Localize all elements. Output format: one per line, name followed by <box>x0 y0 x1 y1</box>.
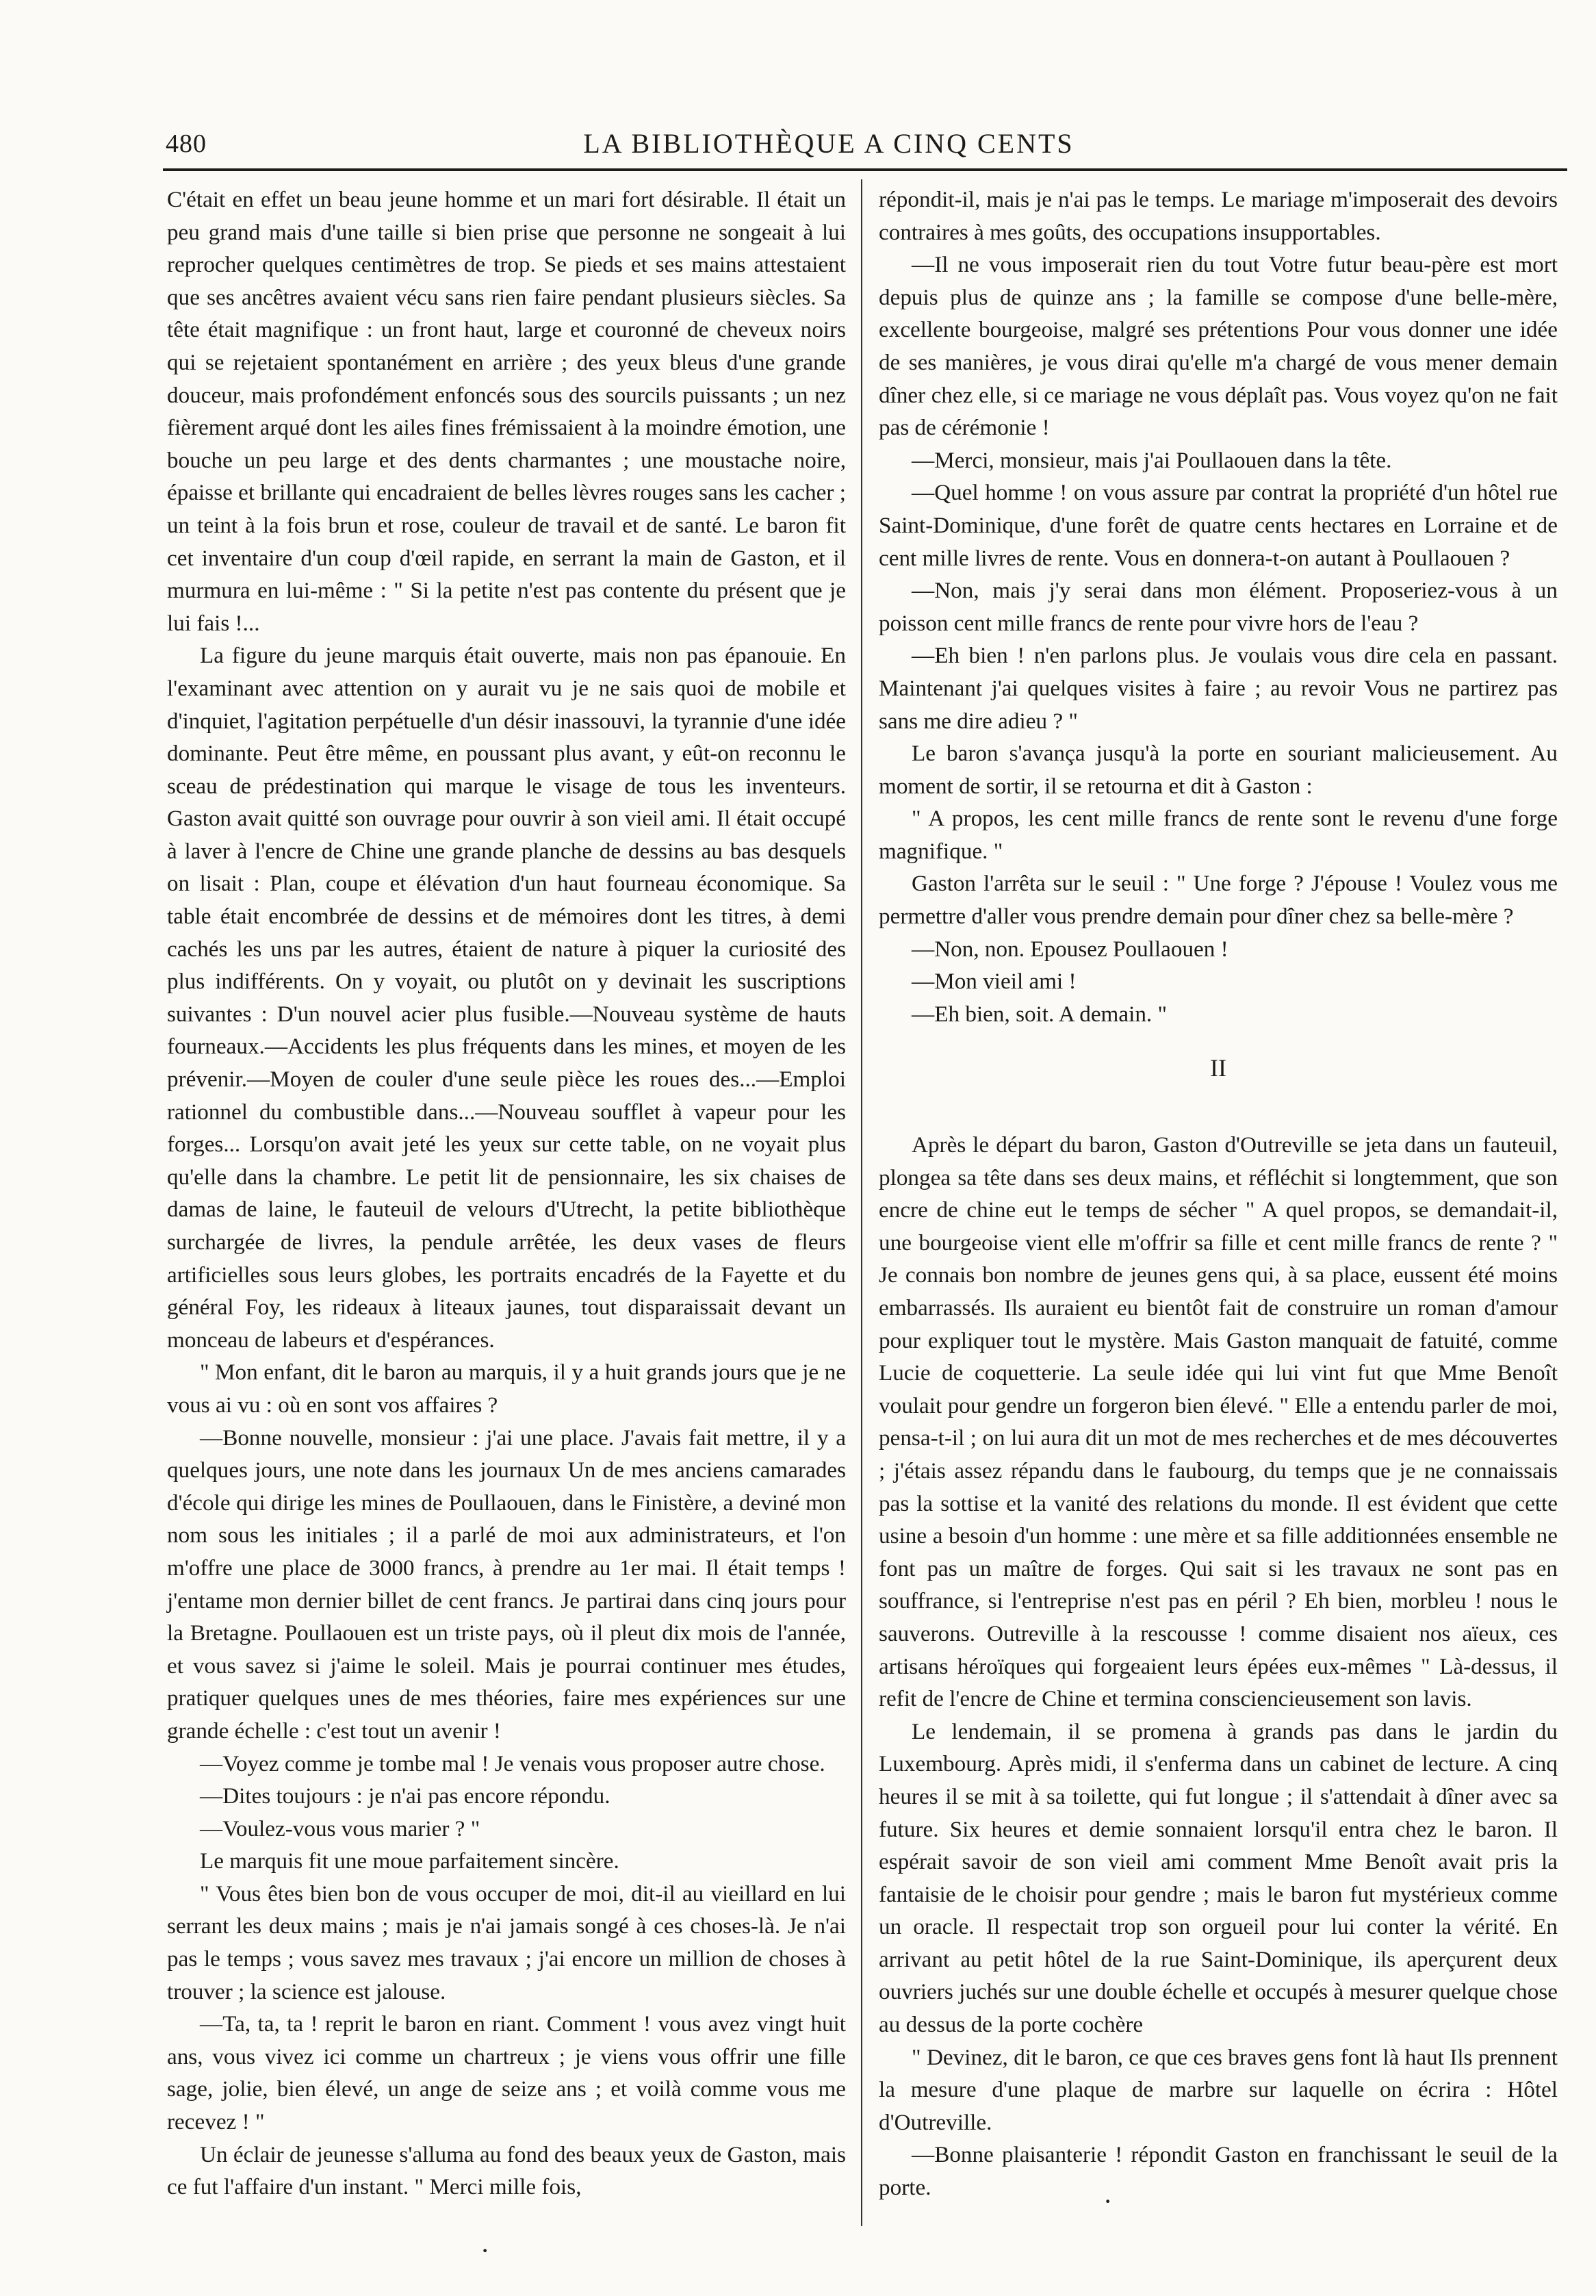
paragraph: —Eh bien ! n'en parlons plus. Je voulais vous dire cela en passant. Maintenant j'ai quelques visites à faire ; au revoir Vous ne partirez pas sans me dire adieu ? " <box>879 643 1558 734</box>
paragraph: C'était en effet un beau jeune homme et un mari fort désirable. Il était un peu grand mais d'une taille si bien prise que personne ne songeait à lui reprocher quelques centimètres de trop. Se pieds et ses mains attestaient que ses ancêtres avaient vécu sans rien faire pendant plusieurs siècles. Sa tête était magnifique : un front haut, large et couronné de cheveux noirs qui se rejetaient spontanément en arrière ; des yeux bleus d'une grande douceur, mais profondément enfoncés sous des sourcils puissants ; un nez fièrement arqué dont les ailes fines frémissaient à la moindre émotion, une bouche un peu large et des dents charmantes ; une moustache noire, épaisse et brillante qui encadraient de belles lèvres rouges sans les cacher ; un teint à la fois brun et rose, couleur de travail et de santé. Le baron fit cet inventaire d'un coup d'œil rapide, en serrant la main de Gaston, et il murmura en lui-même : " Si la petite n'est pas contente du présent que je lui fais !... <box>167 187 846 636</box>
paragraph: —Il ne vous imposerait rien du tout Votre futur beau-père est mort depuis plus de quinze ans ; la famille se compose d'une belle-mère, excellente bourgeoise, malgré ses prétentions Pour vous donner une idée de ses manières, je vous dirai qu'elle m'a chargé de vous mener demain dîner chez elle, si ce mariage ne vous déplaît pas. Vous voyez qu'on ne fait pas de cérémonie ! <box>879 252 1558 441</box>
paragraph: " Devinez, dit le baron, ce que ces braves gens font là haut Ils prennent la mesure d'une plaque de marbre sur laquelle on écrira : Hôtel d'Outreville. <box>879 2044 1558 2135</box>
paragraph: Après le départ du baron, Gaston d'Outreville se jeta dans un fauteuil, plongea sa tête dans ses deux mains, et réfléchit si longtemment, que son encre de chine eut le temps de sécher " A quel propos, se demandait-il, une bourgeoise vient elle m'offrir sa fille et cent mille francs de rente ? " Je connais bon nombre de jeunes gens qui, à sa place, eussent été moins embarrassés. Ils auraient eu bientôt fait de construire un roman d'amour pour expliquer tout le mystère. Mais Gaston manquait de fatuité, comme Lucie de coquetterie. La seule idée qui lui vint fut que Mme Benoît voulait pour gendre un forgeron bien élevé. " Elle a entendu parler de moi, pensa-t-il ; on lui aura dit un mot de mes recherches et de mes découvertes ; j'étais assez répandu dans le faubourg, du temps que je ne connaissais pas la sottise et la vanité des relations du monde. Il est évident que cette usine a besoin d'un homme : une mère et sa fille additionnées ensemble ne font pas un maître de forges. Qui sait si les travaux ne sont pas en souffrance, si l'entreprise n'est pas en péril ? Eh bien, morbleu ! nous le sauverons. Outreville à la rescousse ! comme disaient nos aïeux, ces artisans héroïques qui forgeaient leurs épées eux-mêmes " Là-dessus, il refit de l'encre de Chine et termina consciencieusement son lavis. <box>879 1132 1558 1712</box>
header-rule <box>163 168 1567 171</box>
column-divider <box>861 179 862 2226</box>
page-number: 480 <box>166 129 207 158</box>
paragraph: " A propos, les cent mille francs de rente sont le revenu d'une forge magnifique. " <box>879 806 1558 864</box>
paragraph: —Quel homme ! on vous assure par contrat la propriété d'un hôtel rue Saint-Dominique, d'une forêt de quatre cents hectares en Lorraine et de cent mille livres de rente. Vous en donnera-t-on autant à Poullaouen ? <box>879 480 1558 571</box>
paragraph: —Ta, ta, ta ! reprit le baron en riant. Comment ! vous avez vingt huit ans, vous vivez ici comme un chartreux ; je viens vous offrir une fille sage, jolie, bien élevé, un ange de seize ans ; et voilà comme vous me recevez ! " <box>167 2011 846 2135</box>
print-mark-dot: · <box>1103 2186 1113 2217</box>
paragraph: —Bonne plaisanterie ! répondit Gaston en franchissant le seuil de la porte. <box>879 2142 1558 2201</box>
paragraph: —Voyez comme je tombe mal ! Je venais vous proposer autre chose. <box>200 1750 825 1776</box>
paragraph: Un éclair de jeunesse s'alluma au fond des beaux yeux de Gaston, mais ce fut l'affaire d'un instant. " Merci mille fois, <box>167 2141 846 2200</box>
paragraph: —Voulez-vous vous marier ? " <box>200 1815 480 1841</box>
paragraph: Gaston l'arrêta sur le seuil : " Une forge ? J'épouse ! Voulez vous me permettre d'aller vous prendre demain pour dîner chez sa belle-mère ? <box>879 871 1558 930</box>
paragraph: répondit-il, mais je n'ai pas le temps. Le mariage m'imposerait des devoirs contraires à mes goûts, des occupations insupportables. <box>879 187 1558 245</box>
section-heading: II <box>1210 1054 1226 1082</box>
paragraph: —Non, mais j'y serai dans mon élément. Proposeriez-vous à un poisson cent mille francs de rente pour vivre hors de l'eau ? <box>879 578 1558 636</box>
paragraph: —Eh bien, soit. A demain. " <box>912 1001 1168 1027</box>
paragraph: —Bonne nouvelle, monsieur : j'ai une place. J'avais fait mettre, il y a quelques jours, une note dans les journaux Un de mes anciens camarades d'école qui dirige les mines de Poullaouen, dans le Finistère, a deviné mon nom sous les initiales ; il a parlé de moi aux administrateurs, et l'on m'offre une place de 3000 francs, à prendre au 1er mai. Il était temps ! j'entame mon dernier billet de cent francs. Je partirai dans cinq jours pour la Bretagne. Poullaouen est un triste pays, où il pleut dix mois de l'année, et vous savez si j'aime le soleil. Mais je pourrai continuer mes études, pratiquer quelques unes de mes théories, faire mes expériences sur une grande échelle : c'est tout un avenir ! <box>167 1425 846 1744</box>
paragraph: Le baron s'avança jusqu'à la porte en souriant malicieusement. Au moment de sortir, il se retourna et dit à Gaston : <box>879 741 1558 799</box>
running-title: LA BIBLIOTHÈQUE A CINQ CENTS <box>583 128 1074 159</box>
paragraph: —Non, non. Epousez Poullaouen ! <box>912 936 1228 962</box>
paragraph: —Merci, monsieur, mais j'ai Poullaouen dans la tête. <box>912 447 1392 473</box>
paragraph: —Mon vieil ami ! <box>912 969 1077 995</box>
left-column <box>167 183 846 2204</box>
paragraph: Le marquis fit une moue parfaitement sincère. <box>200 1848 619 1874</box>
paragraph: " Mon enfant, dit le baron au marquis, il y a huit grands jours que je ne vous ai vu : où en sont vos affaires ? <box>167 1360 846 1418</box>
print-mark-dot: · <box>480 2235 490 2266</box>
right-column <box>879 183 1558 2204</box>
paragraph: Le lendemain, il se promena à grands pas dans le jardin du Luxembourg. Après midi, il s'enferma dans un cabinet de lecture. A cinq heures il se mit à sa toilette, qui fut longue ; il s'attendait à dîner avec sa future. Six heures et demie sonnaient lorsqu'il entra chez le baron. Il espérait savoir de son vieil ami comment Mme Benoît avait pris la fantaisie de le choisir pour gendre ; mais le baron fut mystérieux comme un oracle. Il respectait trop son orgueil pour lui conter la vérité. En arrivant au petit hôtel de la rue Saint-Dominique, ils aperçurent deux ouvriers juchés sur une double échelle et occupés à mesurer quelque chose au dessus de la porte cochère <box>879 1718 1558 2038</box>
paragraph: La figure du jeune marquis était ouverte, mais non pas épanouie. En l'examinant avec attention on y aurait vu je ne sais quoi de mobile et d'inquiet, l'agitation perpétuelle d'un désir inassouvi, la tyrannie d'une idée dominante. Peut être même, en poussant plus avant, y eût-on reconnu le sceau de prédestination qui marque le visage de tous les inventeurs. Gaston avait quitté son ouvrage pour ouvrir à son vieil ami. Il était occupé à laver à l'encre de Chine une grande planche de dessins au bas desquels on lisait : Plan, coupe et élévation d'un haut fourneau économique. Sa table était encombrée de dessins et de mémoires dont les titres, à demi cachés les uns par les autres, étaient de nature à piquer la curiosité des plus indifférents. On y voyait, ou plutôt on y devinait les suscriptions suivantes : D'un nouvel acier plus fusible.—Nouveau système de hauts fourneaux.—Accidents les plus fréquents dans les mines, et moyen de les prévenir.—Moyen de couler d'une seule pièce les roues des...—Emploi rationnel du combustible dans...—Nouveau soufflet à vapeur pour les forges... Lorsqu'on avait jeté les yeux sur cette table, on ne voyait plus qu'elle dans la chambre. Le petit lit de pensionnaire, les six chaises de damas de laine, le fauteuil de velours d'Utrecht, la petite bibliothèque surchargée de livres, la pendule arrêtée, les deux vases de fleurs artificielles sous leurs globes, les portraits encadrés de la Fayette et du général Foy, les rideaux à liteaux jaunes, tout disparaissait devant un monceau de labeurs et d'espérances. <box>167 643 846 1353</box>
paragraph: —Dites toujours : je n'ai pas encore répondu. <box>200 1783 610 1809</box>
paragraph: " Vous êtes bien bon de vous occuper de moi, dit-il au vieillard en lui serrant les deux mains ; mais je n'ai jamais songé à ces choses-là. Je n'ai pas le temps ; vous savez mes travaux ; j'ai encore un million de choses à trouver ; la science est jalouse. <box>167 1880 846 2004</box>
